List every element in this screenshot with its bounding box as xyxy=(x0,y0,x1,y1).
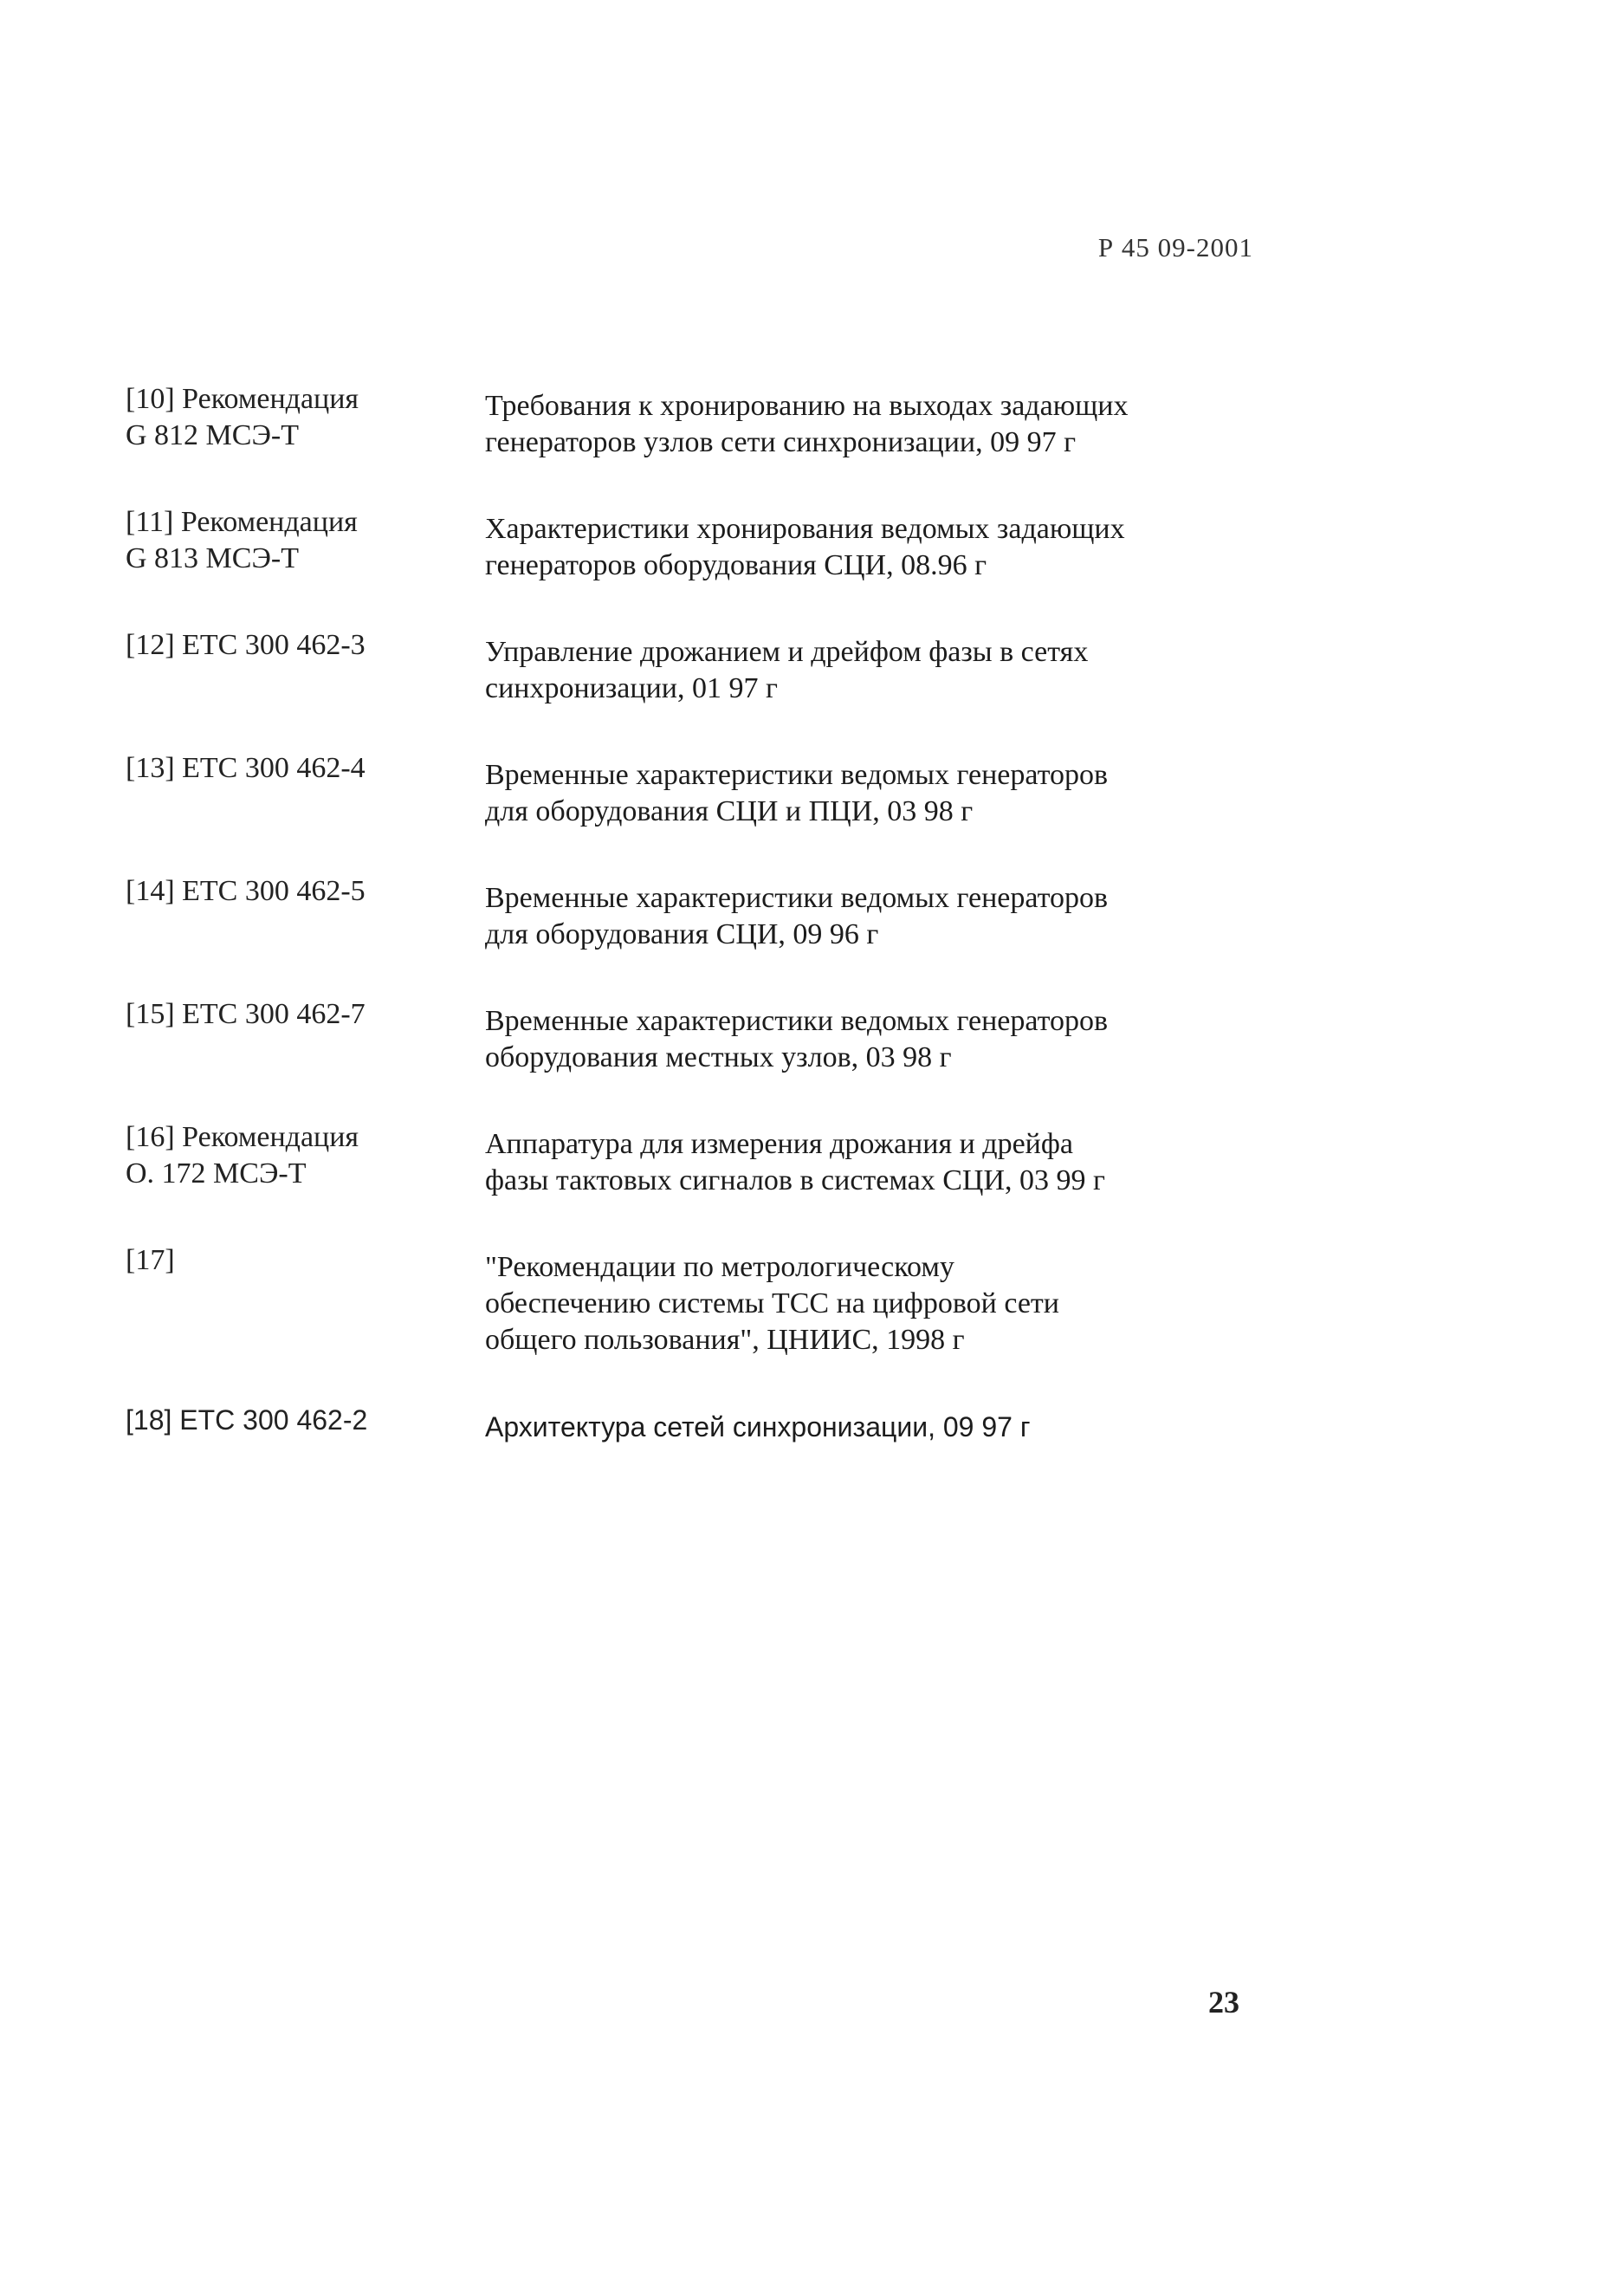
reference-item xyxy=(126,873,1252,953)
reference-title: Временные характеристики ведомых генераторов оборудования местных узлов, 03 98 г xyxy=(485,1005,1109,1073)
reference-label: [13] ETC 300 462-4 xyxy=(126,752,366,784)
reference-title: Управление дрожанием и дрейфом фазы в сетях синхронизации, 01 97 г xyxy=(485,636,1089,704)
reference-list xyxy=(126,381,1252,1488)
reference-item xyxy=(126,627,1252,707)
reference-title: Временные характеристики ведомых генераторов для оборудования СЦИ, 09 96 г xyxy=(485,882,1109,950)
reference-title: Временные характеристики ведомых генераторов для оборудования СЦИ и ПЦИ, 03 98 г xyxy=(485,759,1109,827)
reference-title: Архитектура сетей синхронизации, 09 97 г xyxy=(485,1411,1031,1442)
reference-label: [16] Рекомендация O. 172 МСЭ-Т xyxy=(126,1121,359,1190)
reference-item xyxy=(126,1402,1252,1445)
reference-label: [15] ETC 300 462-7 xyxy=(126,998,366,1030)
reference-title: Аппаратура для измерения дрожания и дрейфа фазы тактовых сигналов в системах СЦИ, 03 99 г xyxy=(485,1128,1105,1196)
reference-title: Требования к хронированию на выходах задающих генераторов узлов сети синхронизации, 09 97 г xyxy=(485,390,1129,458)
reference-label: [11] Рекомендация G 813 МСЭ-Т xyxy=(126,506,358,574)
reference-label: [12] ETC 300 462-3 xyxy=(126,629,366,661)
reference-label: [14] ETC 300 462-5 xyxy=(126,875,366,907)
reference-item xyxy=(126,504,1252,584)
reference-title: Характеристики хронирования ведомых задающих генераторов оборудования СЦИ, 08.96 г xyxy=(485,513,1125,581)
document-code: Р 45 09-2001 xyxy=(1097,232,1253,263)
reference-item xyxy=(126,1119,1252,1199)
reference-title: "Рекомендации по метрологическому обеспечению системы ТСС на цифровой сети общего пользования", ЦНИИС, 1998 г xyxy=(485,1251,1059,1356)
reference-item xyxy=(126,381,1252,461)
reference-item xyxy=(126,1242,1252,1358)
reference-label: [18] ETC 300 462-2 xyxy=(126,1404,368,1436)
reference-label: [17] xyxy=(126,1244,175,1276)
reference-item xyxy=(126,750,1252,830)
reference-item xyxy=(126,996,1252,1076)
page-number: 23 xyxy=(1208,1985,1239,2019)
reference-label: [10] Рекомендация G 812 МСЭ-Т xyxy=(126,383,359,451)
